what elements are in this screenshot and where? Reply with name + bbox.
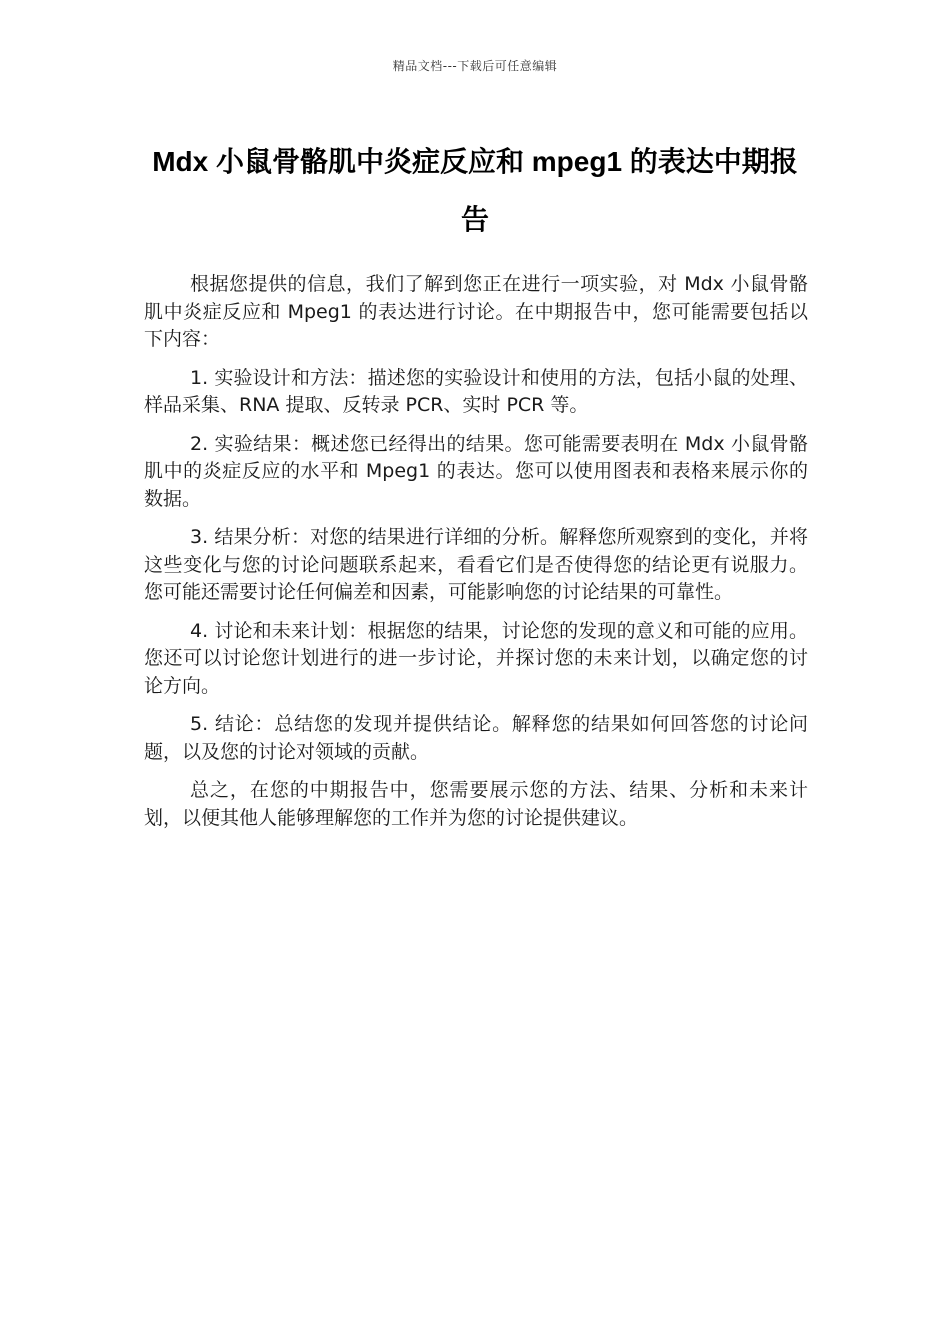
paragraph-analysis: 3. 结果分析：对您的结果进行详细的分析。解释您所观察到的变化，并将这些变化与您的讨论问题联系起来，看看它们是否使得您的结论更有说服力。您可能还需要讨论任何偏差和因素，可能影响您的讨论结果的可靠性。 [144, 526, 808, 603]
paragraph-discussion-plans: 4. 讨论和未来计划：根据您的结果，讨论您的发现的意义和可能的应用。您还可以讨论您计划进行的进一步讨论，并探讨您的未来计划，以确定您的讨论方向。 [144, 619, 808, 697]
document-title: Mdx 小鼠骨骼肌中炎症反应和 mpeg1 的表达中期报告 [152, 146, 798, 235]
summary-paragraph: 总之，在您的中期报告中，您需要展示您的方法、结果、分析和未来计划，以便其他人能够理解您的工作并为您的讨论提供建议。 [144, 779, 808, 829]
intro-paragraph: 根据您提供的信息，我们了解到您正在进行一项实验，对 Mdx 小鼠骨骼肌中炎症反应和 Mpeg1 的表达进行讨论。在中期报告中，您可能需要包括以下内容： [144, 273, 808, 350]
paragraph-design-methods: 1. 实验设计和方法：描述您的实验设计和使用的方法，包括小鼠的处理、样品采集、RNA 提取、反转录 PCR、实时 PCR 等。 [144, 366, 808, 416]
document-body [144, 271, 808, 843]
paragraph-conclusion: 5. 结论：总结您的发现并提供结论。解释您的结果如何回答您的讨论问题，以及您的讨论对领域的贡献。 [144, 713, 808, 763]
paragraph-results: 2. 实验结果：概述您已经得出的结果。您可能需要表明在 Mdx 小鼠骨骼肌中的炎症反应的水平和 Mpeg1 的表达。您可以使用图表和表格来展示你的数据。 [144, 432, 808, 510]
header-note: 精品文档---下载后可任意编辑 [392, 59, 558, 73]
